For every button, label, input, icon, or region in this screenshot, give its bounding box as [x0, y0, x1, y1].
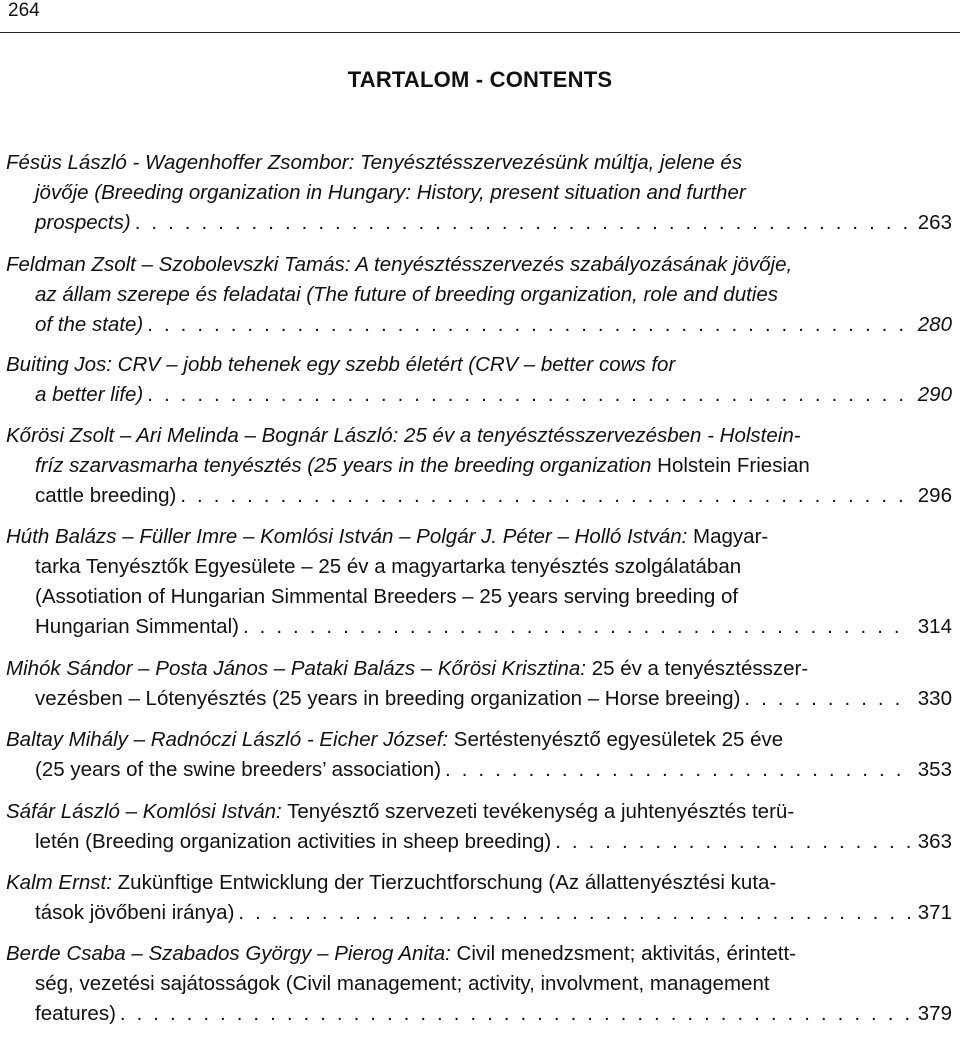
- toc-entry-first-line: [0, 522, 960, 552]
- toc-entry: [0, 350, 960, 410]
- toc-title-text: vezésben – Lótenyésztés (25 years in breeding organization – Horse breeing): [35, 687, 741, 710]
- toc-title-text: Zukünftige Entwicklung der Tierzuchtforschung (Az állattenyésztési kuta-: [111, 871, 777, 894]
- toc-title-text: letén (Breeding organization activities in sheep breeding): [35, 830, 552, 853]
- toc-entry-last-line: [0, 208, 960, 238]
- toc-authors: Buiting Jos:: [6, 353, 112, 376]
- toc-title-text: (Assotiation of Hungarian Simmental Breeders – 25 years serving breeding of: [35, 585, 739, 608]
- toc-title-text: tások jövőbeni iránya): [35, 901, 235, 924]
- toc-entry: [0, 250, 960, 340]
- toc-title-text: Hungarian Simmental): [35, 615, 239, 638]
- toc-entry: [0, 868, 960, 928]
- toc-title-text: A tenyésztésszervezés szabályozásának jövője,: [350, 253, 793, 276]
- toc-title-text: ség, vezetési sajátosságok (Civil management; activity, involvment, management: [35, 972, 770, 995]
- toc-entry-first-line: [0, 868, 960, 898]
- toc-entry-last-line: [0, 612, 960, 642]
- toc-page-number: 263: [917, 211, 952, 234]
- toc-page-number: 314: [917, 615, 952, 638]
- toc-title-text: Sertéstenyésztő egyesületek 25 éve: [448, 728, 784, 751]
- toc-title-text: az állam szerepe és feladatai (The future of breeding organization, role and duties: [35, 283, 779, 306]
- toc-title-text: (25 years of the swine breeders’ association): [35, 758, 442, 781]
- toc-page-number: 363: [917, 830, 952, 853]
- header-rule: [0, 32, 960, 33]
- toc-entry: [0, 421, 960, 511]
- toc-entry-last-line: [0, 898, 960, 928]
- toc-entry-first-line: [0, 797, 960, 827]
- toc-page-number: 296: [917, 484, 952, 507]
- toc-entry: [0, 939, 960, 1029]
- toc-title-text: Tenyésztésszervezésünk múltja, jelene és: [354, 151, 743, 174]
- dot-leader: [445, 755, 910, 785]
- toc-title-text: Magyar-: [687, 525, 769, 548]
- toc-title-text: Tenyésztő szervezeti tevékenység a juhtenyésztés terü-: [281, 800, 795, 823]
- toc-entry: [0, 797, 960, 857]
- dot-leader: [555, 827, 910, 857]
- toc-page-number: 330: [917, 687, 952, 710]
- dot-leader: [135, 208, 910, 238]
- table-of-contents: [0, 138, 960, 1029]
- toc-authors: Feldman Zsolt – Szobolevszki Tamás:: [6, 253, 351, 276]
- page-number: 264: [8, 0, 40, 21]
- toc-entry-last-line: [0, 481, 960, 511]
- toc-entry-line: [0, 178, 960, 208]
- toc-entry-first-line: [0, 725, 960, 755]
- toc-entry-first-line: [0, 350, 960, 380]
- toc-title-text: Civil menedzsment; aktivitás, érintett-: [450, 942, 797, 965]
- dot-leader: [243, 612, 910, 642]
- toc-authors: Húth Balázs – Füller Imre – Komlósi István – Polgár J. Péter – Holló István:: [6, 525, 688, 548]
- toc-entry-last-line: [0, 827, 960, 857]
- toc-title-text: 25 év a tenyésztésszer-: [586, 657, 809, 680]
- toc-title-text: CRV – jobb tehenek egy szebb életért (CRV – better cows for: [111, 353, 676, 376]
- toc-entry: [0, 522, 960, 642]
- toc-entry: [0, 148, 960, 238]
- toc-entry-last-line: [0, 380, 960, 410]
- toc-title-text: a better life): [35, 383, 144, 406]
- toc-entry-first-line: [0, 654, 960, 684]
- toc-page-number: 280: [917, 313, 952, 336]
- toc-entry-line: [0, 582, 960, 612]
- toc-entry-last-line: [0, 999, 960, 1029]
- toc-entry-line: [0, 552, 960, 582]
- toc-authors: Mihók Sándor – Posta János – Pataki Balázs – Kőrösi Krisztina:: [6, 657, 586, 680]
- dot-leader: [238, 898, 910, 928]
- dot-leader: [120, 999, 910, 1029]
- toc-entry-first-line: [0, 939, 960, 969]
- toc-authors: Berde Csaba – Szabados György – Pierog Anita:: [6, 942, 451, 965]
- toc-entry-line: [0, 451, 960, 481]
- toc-entry-first-line: [0, 148, 960, 178]
- toc-page-number: 379: [917, 1002, 952, 1025]
- toc-entry-line: [0, 280, 960, 310]
- dot-leader: [180, 481, 910, 511]
- toc-authors: Sáfár László – Komlósi István:: [6, 800, 282, 823]
- toc-entry: [0, 654, 960, 714]
- toc-authors: Kőrösi Zsolt – Ari Melinda – Bognár László:: [6, 424, 399, 447]
- toc-page-number: 371: [917, 901, 952, 924]
- toc-title-text: of the state): [35, 313, 144, 336]
- toc-title-text: Holstein Friesian: [651, 454, 810, 477]
- toc-entry-last-line: [0, 310, 960, 340]
- page-title: TARTALOM - CONTENTS: [347, 67, 613, 92]
- toc-page-number: 290: [917, 383, 952, 406]
- dot-leader: [147, 380, 910, 410]
- toc-entry-last-line: [0, 684, 960, 714]
- toc-title-text: features): [35, 1002, 116, 1025]
- toc-entry-line: [0, 969, 960, 999]
- toc-entry: [0, 725, 960, 785]
- toc-authors: Kalm Ernst:: [6, 871, 112, 894]
- toc-page-number: 353: [917, 758, 952, 781]
- toc-title-text: prospects): [35, 211, 131, 234]
- toc-title-text: 25 év a tenyésztésszervezésben - Holstein-: [398, 424, 801, 447]
- dot-leader: [744, 684, 910, 714]
- toc-title-text: cattle breeding): [35, 484, 177, 507]
- toc-title-text: tarka Tenyésztők Egyesülete – 25 év a magyartarka tenyésztés szolgálatában: [35, 555, 742, 578]
- toc-title-text: fríz szarvasmarha tenyésztés (25 years in the breeding organization: [35, 454, 652, 477]
- toc-authors: Fésüs László - Wagenhoffer Zsombor:: [6, 151, 355, 174]
- toc-entry-first-line: [0, 421, 960, 451]
- dot-leader: [147, 310, 910, 340]
- toc-authors: Baltay Mihály – Radnóczi László - Eicher József:: [6, 728, 449, 751]
- toc-entry-first-line: [0, 250, 960, 280]
- toc-entry-last-line: [0, 755, 960, 785]
- toc-title-text: jövője (Breeding organization in Hungary: History, present situation and further: [35, 181, 746, 204]
